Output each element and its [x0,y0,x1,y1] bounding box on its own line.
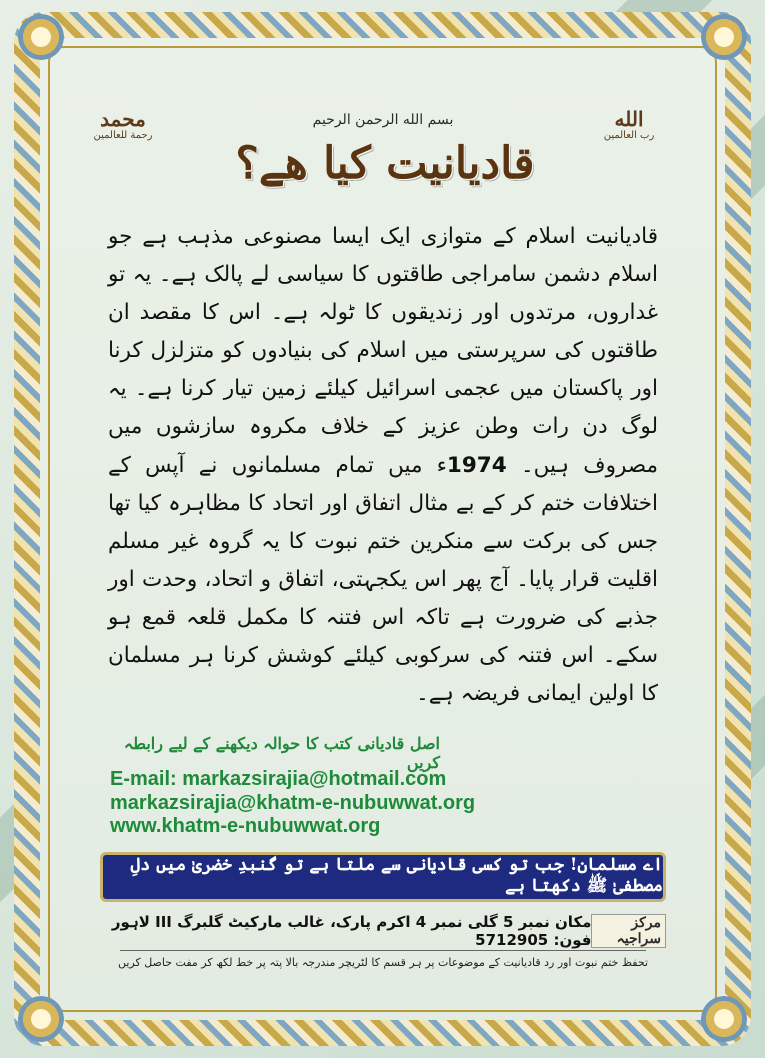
slogan-text: اے مسلمان! جب تو کسی قادیانی سے ملتا ہے تو گنبدِ خضریٰ میں دلِ مصطفیٰ ﷺ دکھتا ہے [130,855,663,896]
contact-note: اصل قادیانی کتب کا حوالہ دیکھنے کے لیے رابطہ کریں [123,734,440,772]
email-link-secondary[interactable]: markazsirajia@khatm-e-nubuwwat.org [110,792,476,814]
paragraph-part-2: ء میں تمام مسلمانوں نے آپس کے اختلافات ختم کر کے بے مثال اتفاق اور اتحاد کا مظاہرہ کیا تھا جس کی برکت سے منکرین ختم نبوت کا یہ گروہ غیر مسلم اقلیت قرار پایا۔ آج پھر اس یکجہتی، اتفاق و اتحاد، وحدت اور جذبے کی ضرورت ہے تاکہ اس فتنہ کا مکمل قلعہ قمع ہو سکے۔ اس فتنہ کی سرکوبی کیلئے کوشش کرنا ہر مسلمان کا اولین ایمانی فریضہ ہے۔ [108,452,658,707]
website-link[interactable]: www.khatm-e-nubuwwat.org [110,815,381,837]
email-link[interactable]: E-mail: markazsirajia@hotmail.com [110,768,447,790]
footer-note: تحفظ ختم نبوت اور رد قادیانیت کے موضوعات پر ہر قسم کا لٹریچر مندرجہ بالا پتہ پر خط لکھ کر مفت حاصل کریں [117,956,649,969]
bismillah: بسم الله الرحمن الرحيم [312,112,454,128]
address-row [100,913,666,949]
corner-ornament-icon [701,996,747,1042]
slogan-banner [100,852,666,902]
calligraphy-right-main: الله [614,107,644,131]
calligraphy-muhammad [88,108,158,160]
corner-ornament-icon [18,996,64,1042]
calligraphy-right-sub: رب العالمين [603,130,655,141]
divider [120,950,646,951]
body-paragraph [108,218,658,713]
page-title: قادیانیت کیا ھے؟ [235,138,535,189]
corner-ornament-icon [18,14,64,60]
address-text: مکان نمبر 5 گلی نمبر 4 اکرم پارک، غالب مارکیٹ گلبرگ III لاہور فون: 5712905 [111,913,592,949]
year-highlight: 1974 [446,452,507,478]
calligraphy-left-main: محمد [100,107,146,131]
corner-ornament-icon [701,14,747,60]
markaz-logo: مرکز سراجیہ [591,914,666,948]
calligraphy-left-sub: رحمة للعالمين [93,130,153,141]
calligraphy-allah [594,108,664,160]
paragraph-part-1: قادیانیت اسلام کے متوازی ایک ایسا مصنوعی مذہب ہے جو اسلام دشمن سامراجی طاقتوں کا سیاسی لے پالک ہے۔ یہ تو غداروں، مرتدوں اور زندیقوں کا ٹولہ ہے۔ اس کا مقصد ان طاقتوں کی سرپرستی میں اسلام کی بنیادوں کو متزلزل کرنا اور پاکستان میں عجمی اسرائیل کیلئے زمین تیار کرنا ہے۔ یہ لوگ دن رات وطن عزیز کے خلاف مکروہ سازشوں میں مصروف ہیں۔ [108,224,659,478]
